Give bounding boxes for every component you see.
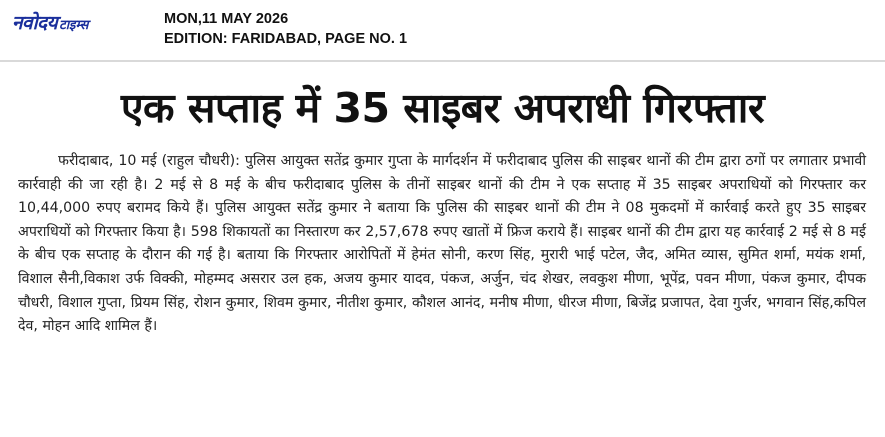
newspaper-logo <box>12 9 88 35</box>
article-dateline: फरीदाबाद, 10 मई (राहुल चौधरी): <box>58 153 240 169</box>
article-body <box>18 150 866 339</box>
logo-sub-text: टाइम्स <box>59 18 89 33</box>
header-divider <box>0 60 885 62</box>
logo-main-text: नवोदय <box>12 12 58 34</box>
article-headline: एक सप्ताह में 35 साइबर अपराधी गिरफ्तार <box>120 84 765 132</box>
edition-label: EDITION: FARIDABAD, PAGE NO. 1 <box>164 31 408 47</box>
edition-info <box>164 9 407 49</box>
article-text: पुलिस आयुक्त सतेंद्र कुमार गुप्ता के मार्गदर्शन में फरीदाबाद पुलिस की साइबर थानों की टीम द्वारा ठगों पर लगातार प्रभावी कार्रवाही की जा रही है। 2 मई से 8 मई के बीच फरीदाबाद पुलिस के तीनों साइबर थानों की टीम ने एक सप्ताह में 35 साइबर अपराधियों को गिरफ्तार कर 10,44,000 रुपए बरामद किये हैं। पुलिस आयुक्त सतेंद्र कुमार ने बताया कि पुलिस की साइबर थानों की टीम ने 08 मुकदमों में कार्रवाई करते हुए 35 साइबर अपराधियों को गिरफ्तार किया है। 598 शिकायतों का निस्तारण कर 2,57,678 रुपए खातों में फ्रिज कराये हैं। साइबर थानों की टीम द्वारा यह कार्रवाई 2 मई से 8 मई के बीच एक सप्ताह के दौरान की गई है। बताया कि गिरफ्तार आरोपितों में हेमंत सोनी, करण सिंह, मुरारी भाई पटेल, जैद, अमित व्यास, सुमित शर्मा, मयंक शर्मा, विशाल सैनी,विकाश उर्फ विक्की, मोहम्मद असरार उल हक, अजय कुमार यादव, पंकज, अर्जुन, चंद शेखर, लवकुश मीणा, भूपेंद्र, पवन मीणा, पंकज कुमार, दीपक चौधरी, विशाल गुप्ता, प्रियम सिंह, रोशन कुमार, शिवम कुमार, नीतीश कुमार, कौशल आनंद, मनीष मीणा, धीरज मीणा, बिजेंद्र प्रजापत, देवा गुर्जर, भगवान सिंह,कपिल देव, मोहन आदि शामिल हैं। <box>18 153 866 335</box>
masthead <box>0 0 885 60</box>
publication-date: MON,11 MAY 2026 <box>164 11 289 27</box>
